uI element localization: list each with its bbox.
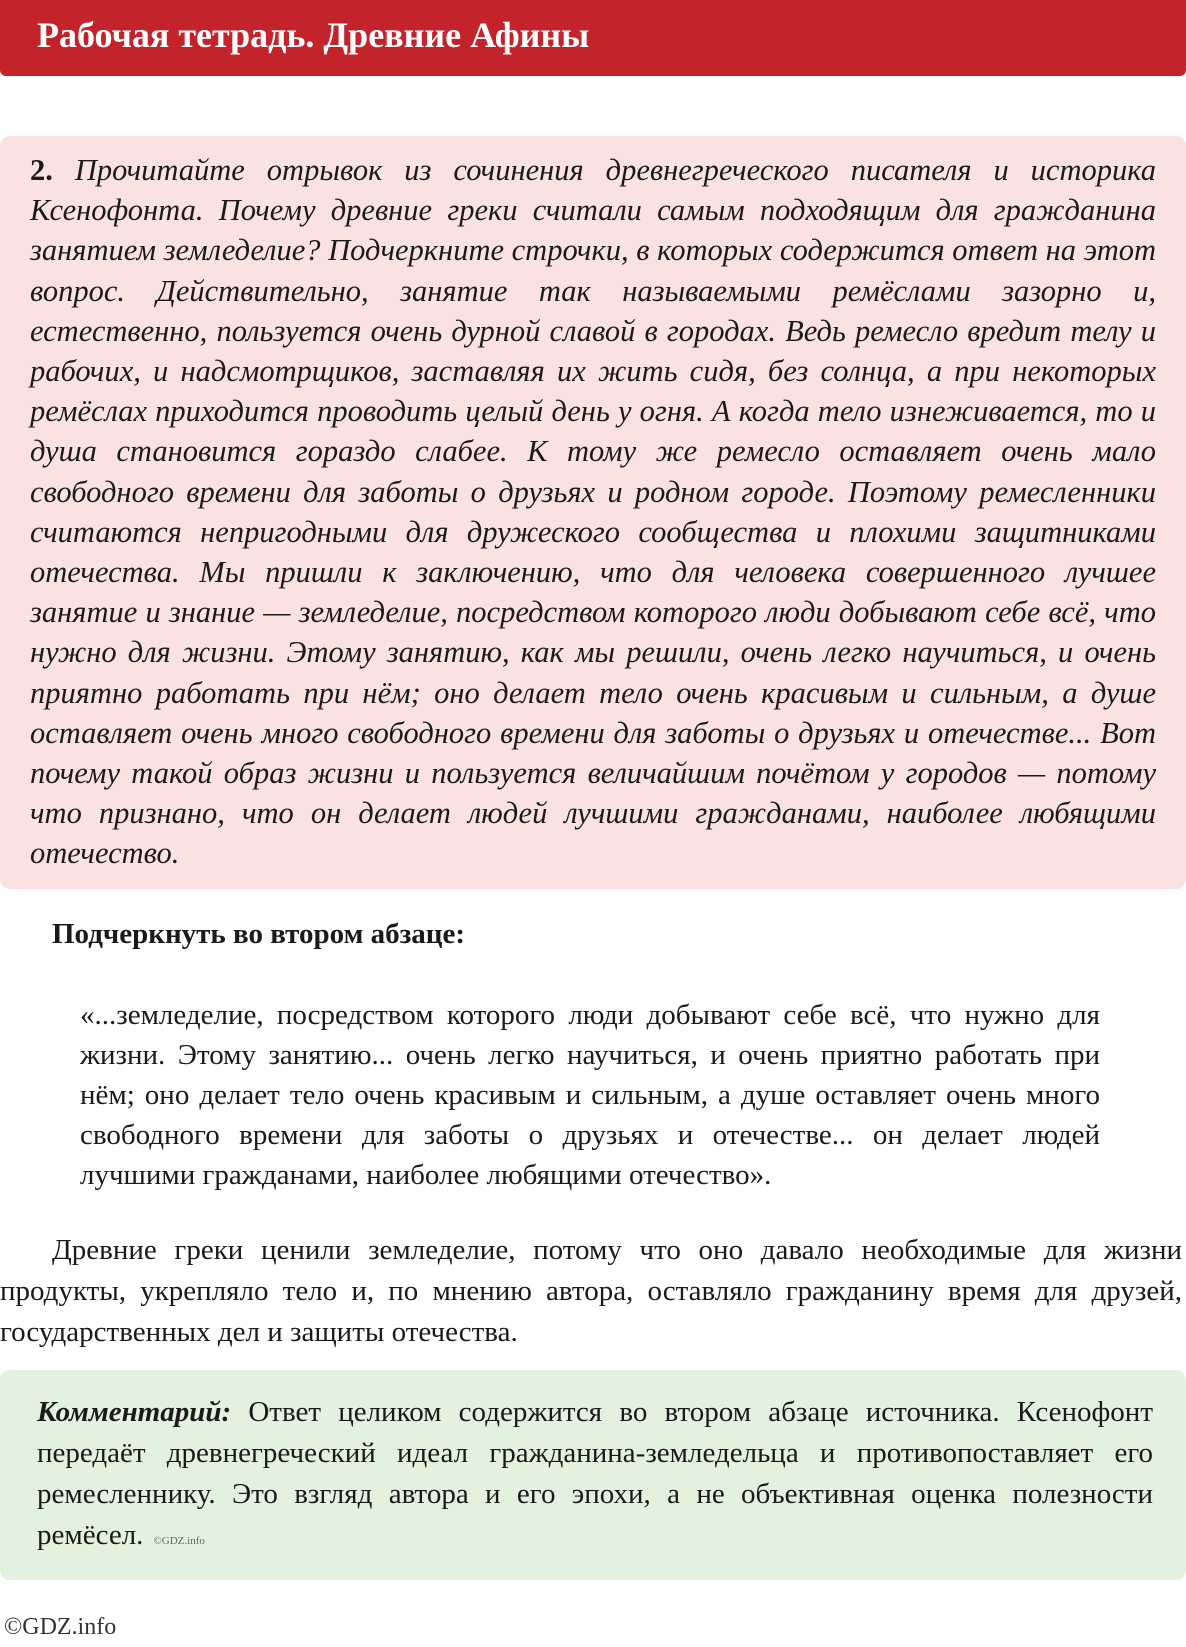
page-title: Рабочая тетрадь. Древние Афины (37, 15, 590, 55)
task-text-block (30, 150, 1156, 874)
comment-label: Комментарий: (37, 1396, 232, 1428)
task-text: Прочитайте отрывок из сочинения древнегреческого писателя и историка Ксенофонта. Почему древние греки считали самым подходящим для гражданина занятием земледелие? Подчеркните строчки, в которых содержится ответ на этот вопрос. Действительно, занятие так называемыми ремёслами зазорно и, естественно, пользуется очень дурной славой в городах. Ведь ремесло вредит телу и рабочих, и надсмотрщиков, заставляя их жить сидя, без солнца, а при некоторых ремёслах приходится проводить целый день у огня. А когда тело изнеживается, то и душа становится гораздо слабее. К тому же ремесло оставляет очень мало свободного времени для заботы о друзьях и родном городе. Поэтому ремесленники считаются непригодными для дружеского сообщества и плохими защитниками отечества. Мы пришли к заключению, что для человека совершенного лучшее занятие и знание — земледелие, посредством которого люди добывают себе всё, что нужно для жизни. Этому занятию, как мы решили, очень легко научиться, и очень приятно работать при нём; оно делает тело очень красивым и сильным, а душе оставляет очень много свободного времени для заботы о друзьях и отечестве... Вот почему такой образ жизни и пользуется величайшим почётом у городов — потому что признано, что он делает людей лучшими гражданами, наиболее любящими отечество. (30, 153, 1157, 871)
answer-quote: «...земледелие, посредством которого люди добывают себе всё, что нужно для жизни. Этому занятию... очень легко научиться, и очень приятно работать при нём; оно делает тело очень красивым и сильным, а душе оставляет очень много свободного времени для заботы о друзьях и отечестве... он делает людей лучшими гражданами, наиболее любящими отечество». (80, 999, 1100, 1191)
underline-heading: Подчеркнуть во втором абзаце: (52, 918, 465, 950)
comment-watermark: ©GDZ.info (153, 1535, 205, 1547)
answer-explanation: Древние греки ценили земледелие, потому что оно давало необходимые для жизни продукты, укрепляло тело и, по мнению автора, оставляло гражданину время для друзей, государственных дел и защиты отечества. (0, 1234, 1182, 1348)
comment-text: Ответ целиком содержится во втором абзаце источника. Ксенофонт передаёт древнегреческий идеал гражданина-земледельца и противопоставляет его ремесленнику. Это взгляд автора и его эпохи, а не объективная оценка полезности ремёсел. (37, 1396, 1154, 1551)
footer-credit: ©GDZ.info (4, 1614, 117, 1640)
task-number: 2. (30, 153, 53, 187)
comment-block (37, 1392, 1153, 1562)
